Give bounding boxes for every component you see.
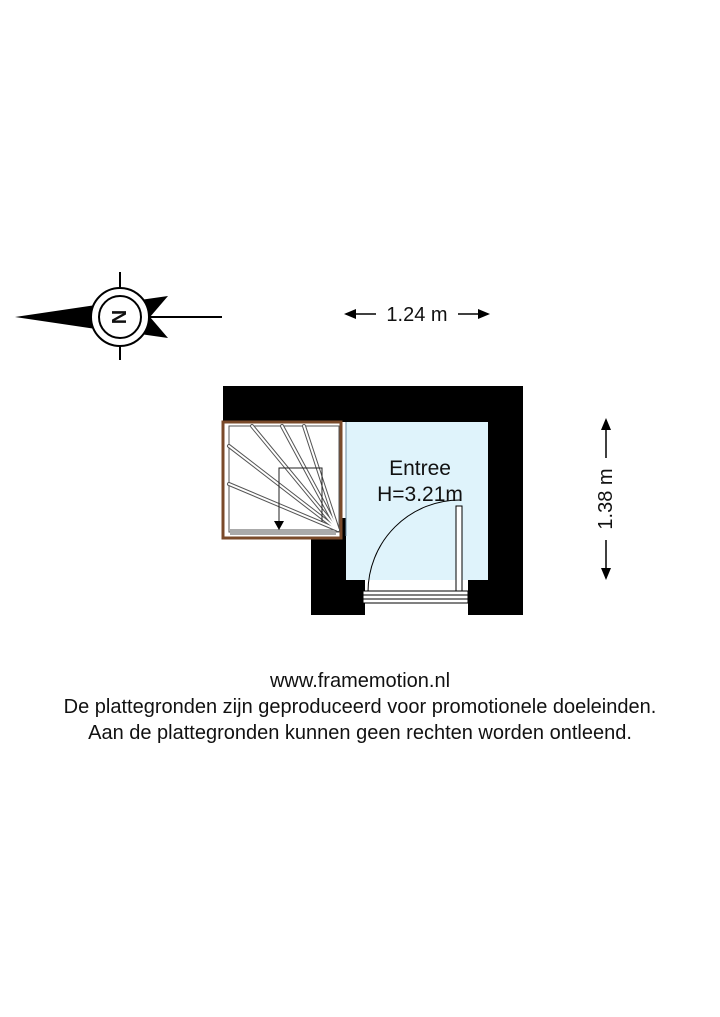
footer-disclaimer-1: De plattegronden zijn geproduceerd voor promotionele doeleinden. (63, 696, 657, 718)
footer-url[interactable]: www.framemotion.nl (269, 670, 451, 692)
width-label: 1.24 m (386, 304, 448, 326)
room-name: Entree (389, 457, 451, 480)
compass-north-letter: N (109, 309, 131, 325)
footer-disclaimer-2: Aan de plattegronden kunnen geen rechten worden ontleend. (88, 722, 632, 744)
depth-label: 1.38 m (595, 468, 617, 530)
depth-dimension (595, 418, 617, 580)
staircase (223, 422, 341, 538)
width-dimension (344, 304, 490, 326)
room-height: H=3.21m (377, 483, 463, 506)
compass-rose-icon (15, 272, 222, 360)
